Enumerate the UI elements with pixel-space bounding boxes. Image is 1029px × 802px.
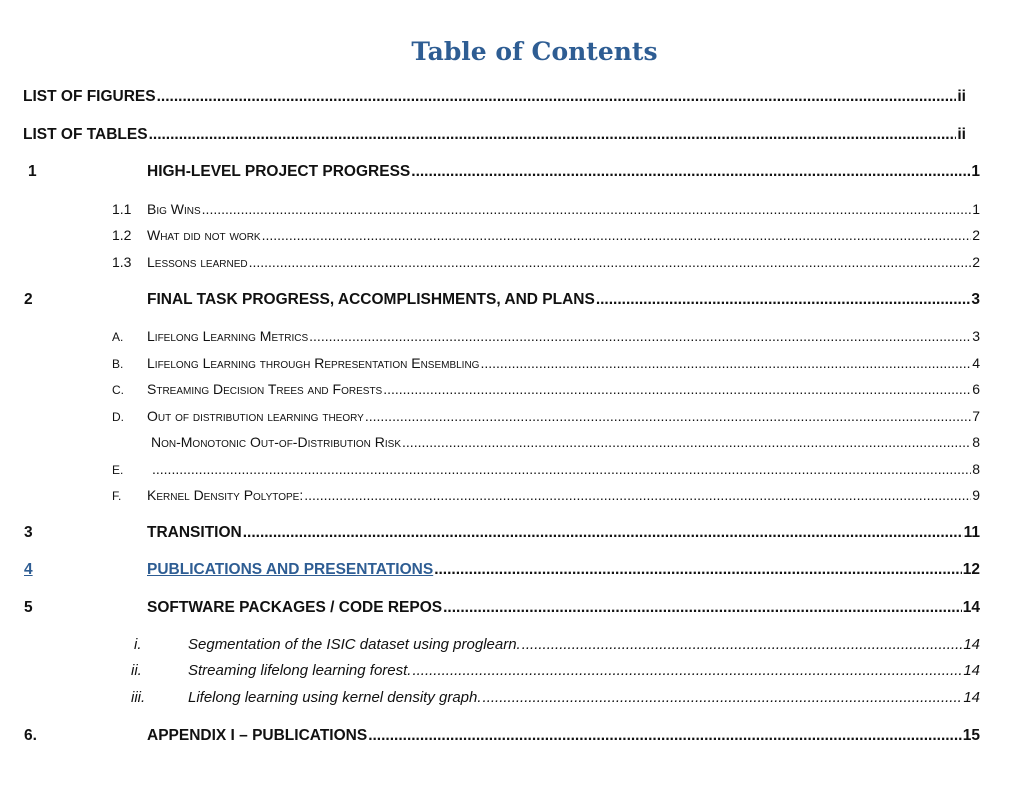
toc-page-number: 15: [962, 727, 980, 744]
toc-entry-list-of-tables[interactable]: [0, 126, 1029, 148]
toc-entry-text: Lifelong Learning Metrics: [147, 328, 309, 344]
toc-page-number: 1: [972, 201, 980, 217]
toc-page-number: ii: [957, 88, 966, 105]
toc-page-number: 14: [963, 636, 980, 653]
toc-section-number: iii.: [131, 689, 146, 706]
toc-entry-text: Segmentation of the ISIC dataset using proglearn.: [188, 636, 521, 653]
toc-entry-section-4[interactable]: [0, 561, 1029, 583]
toc-entry-subsection-e[interactable]: [0, 461, 1029, 483]
toc-entry-text: LIST OF TABLES: [23, 126, 148, 143]
toc-entry-subsection-d[interactable]: [0, 408, 1029, 430]
toc-entry-text: Streaming lifelong learning forest.: [188, 662, 412, 679]
toc-section-number: E.: [112, 463, 124, 477]
toc-entry-subsection-iii[interactable]: [0, 689, 1029, 711]
toc-entry-link[interactable]: PUBLICATIONS AND PRESENTATIONS: [147, 561, 434, 578]
toc-entry-section-5[interactable]: [0, 599, 1029, 621]
toc-page-number: 8: [972, 461, 980, 477]
toc-section-number: 1: [28, 163, 37, 180]
toc-entry-text: Lifelong learning using kernel density graph.: [188, 689, 482, 706]
toc-section-number: A.: [112, 330, 124, 344]
dot-leader: [596, 291, 971, 309]
dot-leader: [152, 461, 971, 477]
toc-section-number: i.: [134, 636, 142, 653]
dot-leader: [443, 599, 962, 617]
toc-entry-subsection-a[interactable]: [0, 328, 1029, 350]
toc-entry-subsection-ii[interactable]: [0, 662, 1029, 684]
toc-page-number: 2: [972, 227, 980, 243]
toc-entry-text: Streaming Decision Trees and Forests: [147, 381, 383, 397]
toc-section-number: 1.2: [112, 227, 132, 243]
dot-leader: [157, 88, 957, 106]
toc-section-number: D.: [112, 410, 124, 424]
toc-section-number: 5: [24, 599, 33, 616]
toc-page-number: 1: [971, 163, 980, 180]
toc-section-number: F.: [112, 489, 122, 503]
toc-page-number: 11: [963, 524, 980, 541]
toc-page-number: 2: [972, 254, 980, 270]
toc-section-number: ii.: [131, 662, 142, 679]
dot-leader: [383, 381, 971, 397]
toc-entry-section-2[interactable]: [0, 291, 1029, 313]
dot-leader: [402, 434, 971, 450]
toc-page-number: 14: [962, 599, 980, 616]
toc-section-number: C.: [112, 383, 124, 397]
toc-entry-text: SOFTWARE PACKAGES / CODE REPOS: [147, 599, 443, 616]
dot-leader: [412, 662, 962, 679]
toc-entry-subsection-1-3[interactable]: [0, 254, 1029, 276]
dot-leader: [262, 227, 972, 243]
toc-section-number: 1.1: [112, 201, 132, 217]
toc-entry-section-1[interactable]: [0, 163, 1029, 185]
toc-entry-text: TRANSITION: [147, 524, 242, 541]
toc-entry-subsection-1-1[interactable]: [0, 201, 1029, 223]
toc-entry-section-3[interactable]: [0, 524, 1029, 546]
toc-entry-subsection-c[interactable]: [0, 381, 1029, 403]
dot-leader: [434, 561, 962, 579]
toc-entry-text: FINAL TASK PROGRESS, ACCOMPLISHMENTS, AND PLANS: [147, 291, 595, 308]
dot-leader: [365, 408, 971, 424]
toc-entry-subsection-1-2[interactable]: [0, 227, 1029, 249]
toc-page-number: 8: [972, 434, 980, 450]
dot-leader: [309, 328, 971, 344]
toc-title: Table of Contents: [411, 37, 658, 66]
toc-page-number: 14: [963, 662, 980, 679]
toc-entry-subsection-b[interactable]: [0, 355, 1029, 377]
toc-page-number: 4: [972, 355, 980, 371]
toc-page-number: ii: [957, 126, 966, 143]
dot-leader: [522, 636, 963, 653]
toc-entry-section-6[interactable]: [0, 727, 1029, 749]
toc-page-number: 7: [972, 408, 980, 424]
dot-leader: [483, 689, 963, 706]
toc-section-number: 3: [24, 524, 33, 541]
toc-page-number: 12: [962, 561, 980, 578]
toc-section-number: 2: [24, 291, 33, 308]
toc-entry-non-monotonic-risk[interactable]: [0, 434, 1029, 456]
toc-page-number: 6: [972, 381, 980, 397]
toc-entry-text: What did not work: [147, 227, 261, 243]
toc-entry-text: LIST OF FIGURES: [23, 88, 156, 105]
toc-page-number: 9: [972, 487, 980, 503]
dot-leader: [249, 254, 972, 270]
toc-entry-text: Lessons learned: [147, 254, 248, 270]
dot-leader: [368, 727, 962, 745]
toc-entry-text: Kernel Density Polytope:: [147, 487, 304, 503]
dot-leader: [411, 163, 970, 181]
toc-section-number: B.: [112, 357, 124, 371]
toc-entry-text: Lifelong Learning through Representation Ensembling: [147, 355, 480, 371]
toc-entry-subsection-f[interactable]: [0, 487, 1029, 509]
toc-page-number: 14: [963, 689, 980, 706]
dot-leader: [480, 355, 971, 371]
toc-page-number: 3: [971, 291, 980, 308]
dot-leader: [243, 524, 963, 542]
dot-leader: [202, 201, 972, 217]
dot-leader: [304, 487, 971, 503]
toc-entry-text: Non-Monotonic Out-of-Distribution Risk: [151, 434, 402, 450]
toc-entry-text: Out of distribution learning theory: [147, 408, 364, 424]
toc-entry-text: HIGH-LEVEL PROJECT PROGRESS: [147, 163, 411, 180]
toc-entry-text: Big Wins: [147, 201, 201, 217]
toc-page-number: 3: [972, 328, 980, 344]
toc-section-number: 1.3: [112, 254, 132, 270]
toc-entry-subsection-i[interactable]: [0, 636, 1029, 658]
toc-section-number-link[interactable]: 4: [24, 561, 33, 578]
toc-section-number: 6.: [24, 727, 37, 744]
dot-leader: [149, 126, 957, 144]
toc-entry-text: APPENDIX I – PUBLICATIONS: [147, 727, 368, 744]
toc-entry-list-of-figures[interactable]: [0, 88, 1029, 110]
